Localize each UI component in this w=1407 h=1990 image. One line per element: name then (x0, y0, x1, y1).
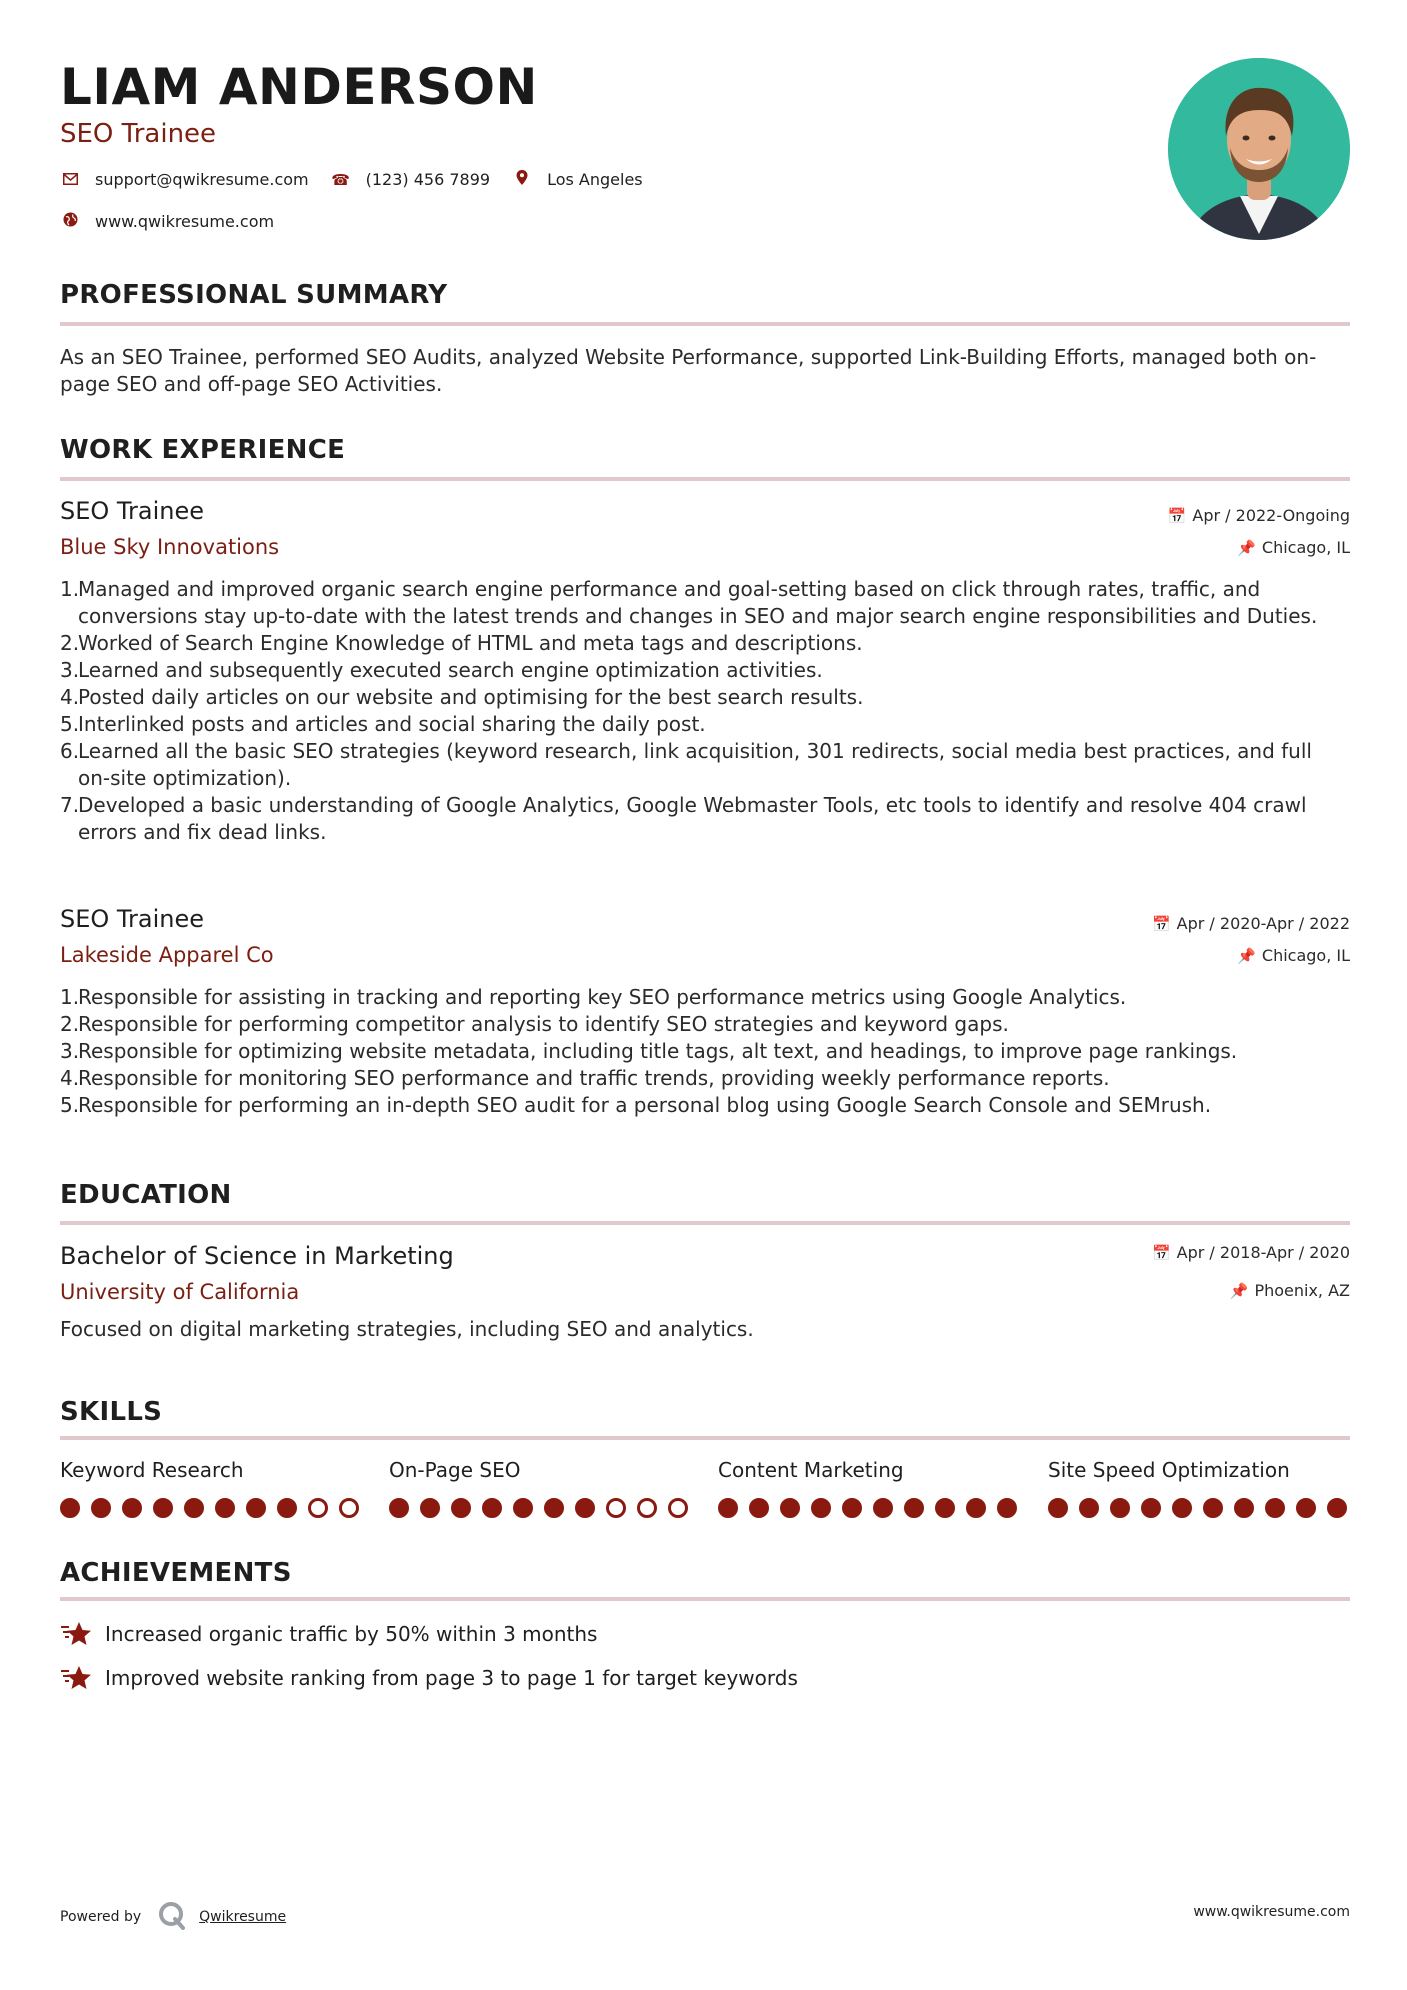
rating-dot-filled (749, 1498, 769, 1518)
rating-dot-filled (811, 1498, 831, 1518)
skill-keyword-research (60, 1458, 360, 1518)
list-item: Learned and subsequently executed search engine optimization activities. (78, 658, 823, 682)
rating-dot-filled (842, 1498, 862, 1518)
skill-name: Site Speed Optimization (1048, 1458, 1290, 1482)
rating-dot-filled (1265, 1498, 1285, 1518)
email-icon (60, 171, 80, 189)
globe-icon (60, 212, 80, 231)
list-item: Managed and improved organic search engine performance and goal-setting based on click through rates, traffic, and conversions stay up-to-date with the latest trends and changes in SEO and major search engine responsibilities and Duties. (78, 577, 1318, 628)
summary-text: As an SEO Trainee, performed SEO Audits, analyzed Website Performance, supported Link-Building Efforts, managed both on-page SEO and off-page SEO Activities. (60, 345, 1317, 396)
rating-dot-filled (780, 1498, 800, 1518)
job-date-text: Apr / 2020-Apr / 2022 (1176, 914, 1350, 933)
rating-dot-filled (1110, 1498, 1130, 1518)
achievement-item (60, 1619, 597, 1649)
list-item: Interlinked posts and articles and social sharing the daily post. (78, 712, 706, 736)
education-description: Focused on digital marketing strategies, including SEO and analytics. (60, 1317, 754, 1341)
list-item: Posted daily articles on our website and optimising for the best search results. (78, 685, 864, 709)
calendar-icon: 📅 (1151, 1244, 1171, 1262)
summary-heading: PROFESSIONAL SUMMARY (60, 280, 448, 310)
rating-dot-filled (935, 1498, 955, 1518)
candidate-role: SEO Trainee (60, 119, 217, 149)
rating-dot-filled (389, 1498, 409, 1518)
skill-rating (1048, 1498, 1348, 1518)
achievements-divider (60, 1597, 1350, 1601)
rating-dot-filled (451, 1498, 471, 1518)
rating-dot-filled (904, 1498, 924, 1518)
rating-dot-filled (60, 1498, 80, 1518)
rating-dot-filled (1172, 1498, 1192, 1518)
job-location-text: Chicago, IL (1261, 538, 1350, 557)
job-title: SEO Trainee (60, 905, 205, 933)
website-row (60, 212, 274, 231)
achievement-item (60, 1663, 798, 1693)
rating-dot-filled (1048, 1498, 1068, 1518)
degree-title: Bachelor of Science in Marketing (60, 1242, 454, 1270)
pin-icon: 📌 (1237, 947, 1256, 965)
calendar-icon: 📅 (1167, 507, 1187, 525)
qwikresume-link[interactable]: Qwikresume (199, 1909, 287, 1925)
candidate-name: LIAM ANDERSON (60, 58, 538, 116)
experience-divider (60, 477, 1350, 481)
achievement-text: Improved website ranking from page 3 to page 1 for target keywords (105, 1666, 798, 1690)
job-date (1168, 506, 1350, 525)
calendar-icon: 📅 (1151, 915, 1171, 933)
rating-dot-filled (122, 1498, 142, 1518)
skill-rating (389, 1498, 689, 1518)
rating-dot-filled (277, 1498, 297, 1518)
list-item: Responsible for optimizing website metadata, including title tags, alt text, and headings, to improve page rankings. (78, 1039, 1238, 1063)
education-location-text: Phoenix, AZ (1254, 1281, 1350, 1300)
job-location (1237, 538, 1350, 557)
list-item: Worked of Search Engine Knowledge of HTML and meta tags and descriptions. (78, 631, 863, 655)
rating-dot-empty (606, 1498, 626, 1518)
achievement-text: Increased organic traffic by 50% within 3 months (105, 1622, 598, 1646)
rating-dot-filled (1234, 1498, 1254, 1518)
skill-name: Keyword Research (60, 1458, 244, 1482)
school-name: University of California (60, 1280, 300, 1304)
star-award-icon (60, 1663, 92, 1693)
job-date-text: Apr / 2022-Ongoing (1192, 506, 1350, 525)
contact-row (60, 170, 643, 189)
skill-on-page-seo (389, 1458, 689, 1518)
rating-dot-empty (637, 1498, 657, 1518)
rating-dot-filled (1203, 1498, 1223, 1518)
powered-by-label: Powered by (60, 1909, 142, 1925)
job-bullets (60, 576, 1350, 846)
pin-icon: 📌 (1237, 539, 1256, 557)
job-company: Lakeside Apparel Co (60, 943, 274, 967)
email-text[interactable]: support@qwikresume.com (95, 170, 309, 189)
rating-dot-filled (91, 1498, 111, 1518)
rating-dot-filled (544, 1498, 564, 1518)
skill-site-speed-optimization (1048, 1458, 1348, 1518)
rating-dot-empty (668, 1498, 688, 1518)
summary-divider (60, 322, 1350, 326)
qwikresume-logo-icon (157, 1900, 187, 1934)
rating-dot-filled (1296, 1498, 1316, 1518)
profile-photo (1168, 58, 1350, 240)
footer-powered-by (60, 1900, 286, 1934)
job-location (1237, 946, 1350, 965)
education-date-text: Apr / 2018-Apr / 2020 (1176, 1243, 1350, 1262)
star-award-icon (60, 1619, 92, 1649)
education-divider (60, 1221, 1350, 1225)
list-item: Learned all the basic SEO strategies (keyword research, link acquisition, 301 redirects, social media best practices, and full on-site optimization). (78, 739, 1312, 790)
rating-dot-filled (184, 1498, 204, 1518)
rating-dot-filled (420, 1498, 440, 1518)
rating-dot-filled (246, 1498, 266, 1518)
list-item: Responsible for monitoring SEO performance and traffic trends, providing weekly performance reports. (78, 1066, 1110, 1090)
website-link[interactable]: www.qwikresume.com (95, 212, 275, 231)
skill-rating (60, 1498, 360, 1518)
experience-heading: WORK EXPERIENCE (60, 435, 346, 465)
job-date (1152, 914, 1350, 933)
phone-icon: ☎ (331, 170, 350, 189)
rating-dot-filled (966, 1498, 986, 1518)
list-item: Developed a basic understanding of Google Analytics, Google Webmaster Tools, etc tools to identify and resolve 404 crawl errors and fix dead links. (78, 793, 1307, 844)
job-company: Blue Sky Innovations (60, 535, 280, 559)
rating-dot-filled (1079, 1498, 1099, 1518)
location-pin-icon (512, 170, 532, 189)
phone-text: (123) 456 7899 (365, 170, 491, 189)
skill-rating (718, 1498, 1018, 1518)
rating-dot-filled (513, 1498, 533, 1518)
skills-divider (60, 1436, 1350, 1440)
job-location-text: Chicago, IL (1261, 946, 1350, 965)
rating-dot-filled (482, 1498, 502, 1518)
job-title: SEO Trainee (60, 497, 205, 525)
rating-dot-filled (718, 1498, 738, 1518)
rating-dot-filled (153, 1498, 173, 1518)
skill-content-marketing (718, 1458, 1018, 1518)
achievements-heading: ACHIEVEMENTS (60, 1558, 292, 1588)
pin-icon: 📌 (1229, 1282, 1249, 1300)
rating-dot-empty (339, 1498, 359, 1518)
footer-website[interactable]: www.qwikresume.com (1193, 1904, 1350, 1920)
rating-dot-filled (997, 1498, 1017, 1518)
education-location (1230, 1281, 1350, 1300)
skill-name: On-Page SEO (389, 1458, 521, 1482)
education-heading: EDUCATION (60, 1180, 232, 1210)
rating-dot-filled (215, 1498, 235, 1518)
job-bullets (60, 984, 1350, 1119)
location-text: Los Angeles (547, 170, 643, 189)
rating-dot-filled (1327, 1498, 1347, 1518)
skills-heading: SKILLS (60, 1397, 163, 1427)
education-date (1152, 1243, 1350, 1262)
rating-dot-filled (1141, 1498, 1161, 1518)
list-item: Responsible for performing an in-depth SEO audit for a personal blog using Google Search Console and SEMrush. (78, 1093, 1212, 1117)
rating-dot-empty (308, 1498, 328, 1518)
rating-dot-filled (873, 1498, 893, 1518)
skill-name: Content Marketing (718, 1458, 904, 1482)
list-item: Responsible for assisting in tracking and reporting key SEO performance metrics using Google Analytics. (78, 985, 1127, 1009)
list-item: Responsible for performing competitor analysis to identify SEO strategies and keyword gaps. (78, 1012, 1009, 1036)
rating-dot-filled (575, 1498, 595, 1518)
